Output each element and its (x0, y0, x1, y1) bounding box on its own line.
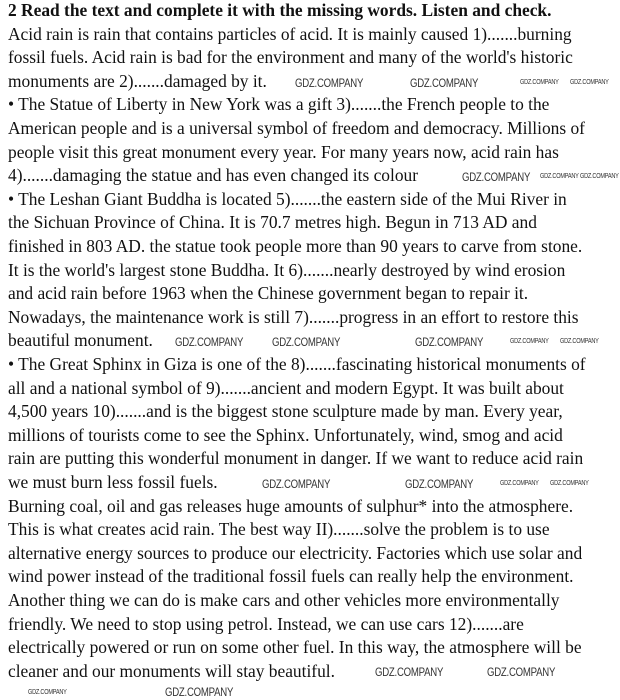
text-line: wind power instead of the traditional fossil fuels can really help the environment. (8, 566, 574, 587)
text-line: • The Leshan Giant Buddha is located 5).......the eastern side of the Mui River in (8, 188, 567, 209)
watermark: GDZ.COMPANY (487, 665, 556, 679)
text-line: Acid rain is rain that contains particles of acid. It is mainly caused 1).......burning (8, 23, 572, 44)
text-line: alternative energy sources to produce our electricity. Factories which use solar and (8, 542, 583, 563)
text-line: all and a national symbol of 9).......ancient and modern Egypt. It was built about (8, 377, 564, 398)
text-line: cleaner and our monuments will stay beautiful. (8, 660, 335, 681)
text-line: finished in 803 AD. the statue took people more than 90 years to carve from stone. (8, 236, 583, 256)
watermark: GDZ.COMPANY (405, 477, 474, 491)
text-line: rain are putting this wonderful monument in danger. If we want to reduce acid rain (8, 448, 584, 469)
watermark: GDZ.COMPANY (462, 170, 531, 184)
watermark: GDZ.COMPANY (28, 689, 67, 696)
watermark: GDZ.COMPANY (272, 335, 341, 349)
watermark: GDZ.COMPANY (550, 480, 589, 487)
watermark: GDZ.COMPANY (175, 335, 244, 349)
watermark: GDZ.COMPANY (520, 79, 559, 86)
watermark: GDZ.COMPANY (410, 76, 479, 90)
text-line: we must burn less fossil fuels. (8, 472, 218, 492)
watermark: GDZ.COMPANY (375, 665, 444, 679)
watermark: GDZ.COMPANY (295, 76, 364, 90)
watermark: GDZ.COMPANY (540, 173, 579, 180)
text-line: Nowadays, the maintenance work is still 7).......progress in an effort to restore this (8, 306, 579, 327)
exercise-title: 2 Read the text and complete it with the missing words. Listen and check. (8, 0, 552, 20)
text-line: and acid rain before 1963 when the Chinese government began to repair it. (8, 283, 529, 304)
text-line: millions of tourists come to see the Sphinx. Unfortunately, wind, smog and acid (8, 424, 563, 445)
watermark: GDZ.COMPANY (415, 335, 484, 349)
text-line: 4).......damaging the statue and has even changed its colour (8, 165, 419, 186)
text-line: 4,500 years 10).......and is the biggest stone sculpture made by man. Every year, (8, 401, 563, 422)
watermark: GDZ.COMPANY (570, 79, 609, 86)
text-line: people visit this great monument every year. For many years now, acid rain has (8, 141, 559, 162)
text-line: Another thing we can do is make cars and other vehicles more environmentally (8, 590, 560, 610)
watermark: GDZ.COMPANY (165, 685, 234, 699)
text-line: Burning coal, oil and gas releases huge amounts of sulphur* into the atmosphere. (8, 495, 574, 516)
watermark: GDZ.COMPANY (500, 480, 539, 487)
text-line: It is the world's largest stone Buddha. It 6).......nearly destroyed by wind erosion (8, 259, 566, 280)
watermark: GDZ.COMPANY (580, 173, 619, 180)
text-line: beautiful monument. (8, 330, 153, 351)
text-line: fossil fuels. Acid rain is bad for the environment and many of the world's historic (8, 47, 573, 68)
text-line: This is what creates acid rain. The best way II).......solve the problem is to use (8, 519, 550, 540)
text-line: friendly. We need to stop using petrol. Instead, we can use cars 12).......are (8, 613, 524, 634)
watermark: GDZ.COMPANY (510, 338, 549, 345)
text-line: • The Statue of Liberty in New York was a gift 3).......the French people to the (8, 94, 550, 115)
text-line: monuments are 2).......damaged by it. (8, 70, 267, 91)
text-line: American people and is a universal symbol of freedom and democracy. Millions of (8, 118, 585, 138)
text-line: the Sichuan Province of China. It is 70.7 metres high. Begun in 713 AD and (8, 212, 537, 233)
watermark: GDZ.COMPANY (262, 477, 331, 491)
watermark: GDZ.COMPANY (560, 338, 599, 345)
text-line: electrically powered or run on some other fuel. In this way, the atmosphere will be (8, 637, 582, 658)
text-line: • The Great Sphinx in Giza is one of the 8).......fascinating historical monuments of (8, 354, 586, 374)
